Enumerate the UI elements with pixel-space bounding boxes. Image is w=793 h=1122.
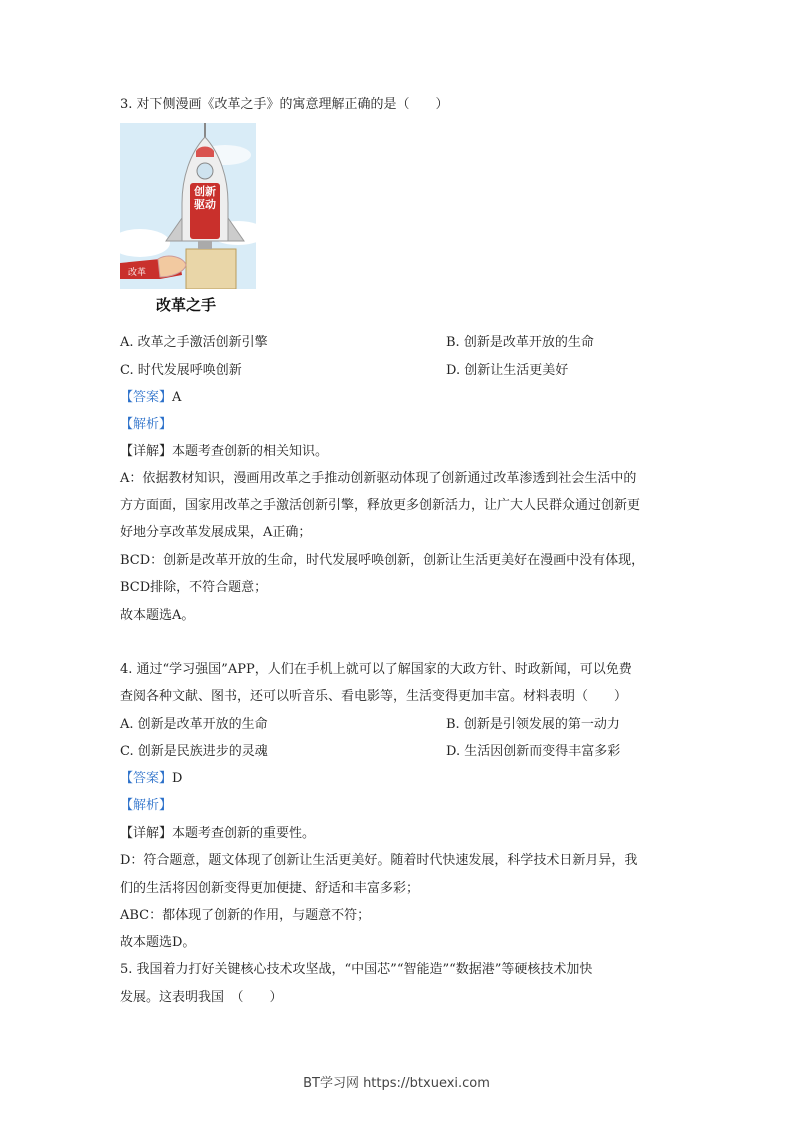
q3-detail-6: 故本题选A。 bbox=[120, 608, 195, 623]
detail-tag: 【详解】 bbox=[120, 444, 173, 459]
q4-option-a: A. 创新是改革开放的生命 bbox=[120, 717, 268, 732]
q3-detail-0 bbox=[120, 443, 328, 461]
q3-option-d: D. 创新让生活更美好 bbox=[446, 363, 569, 378]
q3-answer bbox=[120, 389, 181, 407]
q3-detail-2: 方方面面，国家用改革之手激活创新引擎，释放更多创新活力，让广大人民群众通过创新更 bbox=[120, 498, 641, 513]
q4-analysis-tag: 【解析】 bbox=[120, 798, 173, 813]
q3-detail-3: 好地分享改革发展成果，A正确； bbox=[120, 525, 312, 540]
answer-value: D bbox=[172, 771, 183, 786]
detail-text: 本题考查创新的重要性。 bbox=[172, 826, 316, 841]
question-4-stem-line-1: 4. 通过“学习强国”APP，人们在手机上就可以了解国家的大政方针、时政新闻，可以免费 bbox=[120, 662, 632, 677]
question-5-stem-line-1: 5. 我国着力打好关键核心技术攻坚战，“中国芯”“智能造”“数据港”等硬核技术加快 bbox=[120, 962, 593, 977]
detail-tag: 【详解】 bbox=[120, 826, 173, 841]
q4-detail-4: 故本题选D。 bbox=[120, 935, 196, 950]
answer-tag: 【答案】 bbox=[120, 390, 173, 405]
footer-watermark: BT学习网 https://btxuexi.com bbox=[303, 1076, 490, 1091]
q4-detail-0 bbox=[120, 825, 315, 843]
q4-detail-1: D：符合题意，题文体现了创新让生活更美好。随着时代快速发展，科学技术日新月异，我 bbox=[120, 853, 638, 868]
rocket-text: 创新驱动 bbox=[194, 185, 216, 211]
q3-detail-5: BCD排除，不符合题意； bbox=[120, 580, 268, 595]
q4-answer bbox=[120, 770, 182, 788]
q3-option-c: C. 时代发展呼唤创新 bbox=[120, 363, 242, 378]
answer-value: A bbox=[172, 390, 182, 405]
question-3-stem: 3. 对下侧漫画《改革之手》的寓意理解正确的是（ ） bbox=[120, 97, 449, 112]
comic-caption: 改革之手 bbox=[156, 296, 217, 314]
detail-text: 本题考查创新的相关知识。 bbox=[172, 444, 329, 459]
q4-option-c: C. 创新是民族进步的灵魂 bbox=[120, 744, 268, 759]
q4-detail-3: ABC：都体现了创新的作用，与题意不符； bbox=[120, 908, 371, 923]
q4-option-b: B. 创新是引领发展的第一动力 bbox=[446, 717, 620, 732]
comic-image-reform-hand bbox=[120, 123, 256, 289]
q4-detail-2: 们的生活将因创新变得更加便捷、舒适和丰富多彩； bbox=[120, 881, 420, 896]
q3-option-b: B. 创新是改革开放的生命 bbox=[446, 335, 594, 350]
q3-analysis-tag: 【解析】 bbox=[120, 417, 173, 432]
q3-detail-4: BCD：创新是改革开放的生命，时代发展呼唤创新，创新让生活更美好在漫画中没有体现， bbox=[120, 553, 645, 568]
rocket-illustration bbox=[120, 123, 256, 289]
q3-detail-1: A：依据教材知识，漫画用改革之手推动创新驱动体现了创新通过改革渗透到社会生活中的 bbox=[120, 471, 637, 486]
question-4-stem-line-2: 查阅各种文献、图书，还可以听音乐、看电影等，生活变得更加丰富。材料表明（ ） bbox=[120, 689, 628, 704]
q4-option-d: D. 生活因创新而变得丰富多彩 bbox=[446, 744, 621, 759]
sleeve-label: 改革 bbox=[128, 268, 147, 278]
q3-option-a: A. 改革之手激活创新引擎 bbox=[120, 335, 268, 350]
question-5-stem-line-2: 发展。这表明我国 （ ） bbox=[120, 990, 283, 1005]
answer-tag: 【答案】 bbox=[120, 771, 173, 786]
